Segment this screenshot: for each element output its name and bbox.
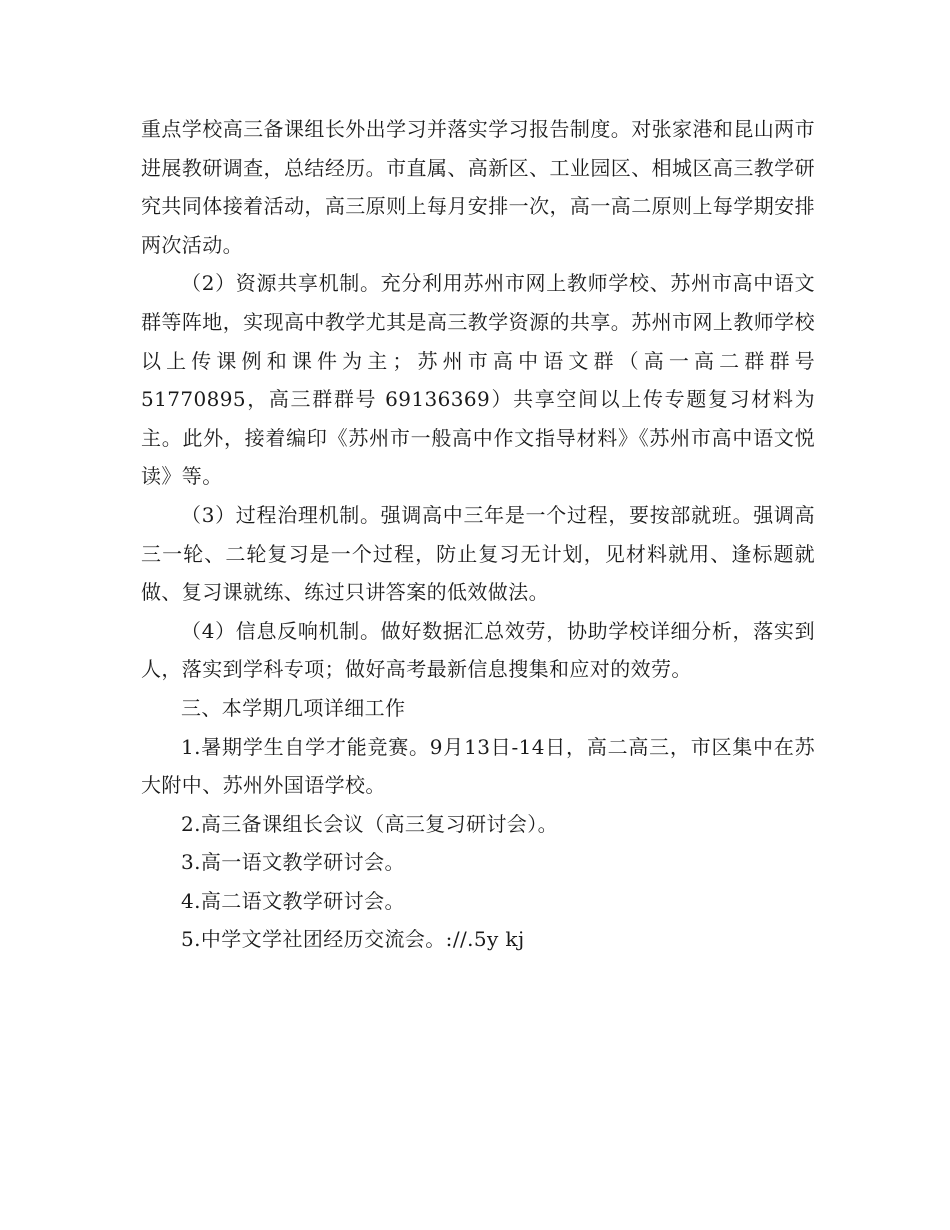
list-item: 3.高一语文教学研讨会。 — [181, 850, 405, 875]
list-item: 1.暑期学生自学才能竞赛。9月13日-14日，高二高三，市区集中在苏大附中、苏州外国语学校。 — [141, 734, 815, 798]
list-item: 4.高二语文教学研讨会。 — [181, 888, 405, 913]
list-item: 5.中学文学社团经历交流会。://.5y kj — [181, 927, 525, 952]
paragraph-resource-sharing: （2）资源共享机制。充分利用苏州市网上教师学校、苏州市高中语文群等阵地，实现高中教学尤其是高三教学资源的共享。苏州市网上教师学校以上传课例和课件为主；苏州市高中语文群（高一高二群群号 51770895，高三群群号 69136369）共享空间以上传专题复习材料为主。此外，接着编印《苏州市一般高中作文指导材料》《苏州市高中语文悦读》等。 — [141, 271, 815, 489]
section-heading: 三、本学期几项详细工作 — [181, 695, 406, 720]
paragraph-process-management: （3）过程治理机制。强调高中三年是一个过程，要按部就班。强调高三一轮、二轮复习是一个过程，防止复习无计划，见材料就用、逢标题就做、复习课就练、练过只讲答案的低效做法。 — [141, 502, 815, 605]
paragraph-information-feedback: （4）信息反响机制。做好数据汇总效劳，协助学校详细分析，落实到人，落实到学科专项；做好高考最新信息搜集和应对的效劳。 — [141, 618, 815, 682]
list-item: 2.高三备课组长会议（高三复习研讨会）。 — [181, 811, 559, 836]
document-body — [141, 110, 815, 959]
paragraph-continuation: 重点学校高三备课组长外出学习并落实学习报告制度。对张家港和昆山两市进展教研调查，总结经历。市直属、高新区、工业园区、相城区高三教学研究共同体接着活动，高三原则上每月安排一次，高一高二原则上每学期安排两次活动。 — [141, 117, 815, 257]
